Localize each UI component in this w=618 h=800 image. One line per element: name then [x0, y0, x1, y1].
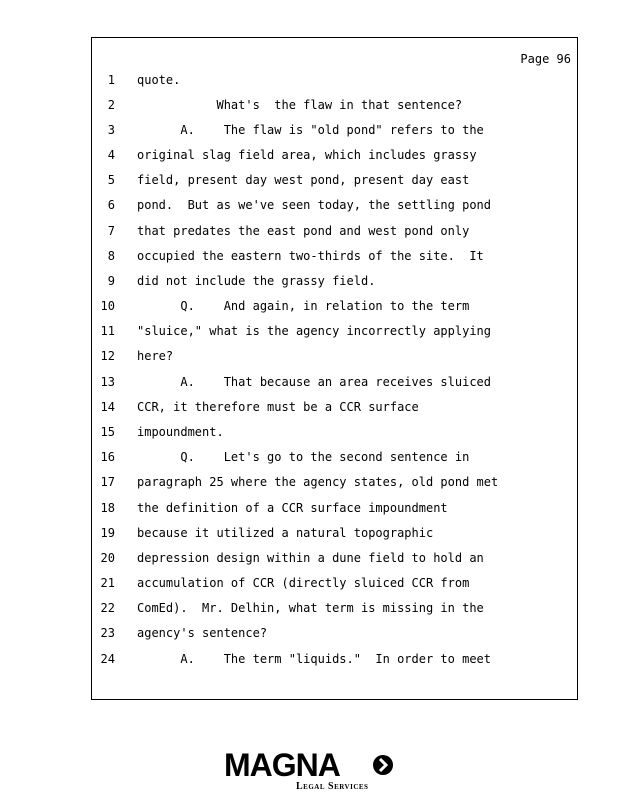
transcript-line — [92, 601, 577, 621]
transcript-line — [92, 123, 577, 143]
line-text: quote. — [137, 73, 181, 87]
transcript-line — [92, 198, 577, 218]
line-text: that predates the east pond and west pond only — [137, 224, 470, 238]
line-text: paragraph 25 where the agency states, old pond met — [137, 475, 499, 489]
line-text: A. The term "liquids." In order to meet — [137, 652, 492, 666]
line-number: 15 — [100, 425, 115, 439]
transcript-line — [92, 98, 577, 118]
line-text: because it utilized a natural topographic — [137, 526, 434, 540]
line-number: 1 — [107, 73, 115, 87]
line-text: accumulation of CCR (directly sluiced CCR from — [137, 576, 470, 590]
line-text: the definition of a CCR surface impoundment — [137, 501, 448, 515]
line-text: did not include the grassy field. — [137, 274, 376, 288]
line-text: agency's sentence? — [137, 626, 268, 640]
line-text: Q. Let's go to the second sentence in — [137, 450, 470, 464]
line-number: 9 — [107, 274, 115, 288]
page-number: Page 96 — [520, 52, 571, 66]
transcript-line — [92, 324, 577, 344]
transcript-line — [92, 73, 577, 93]
line-text: Q. And again, in relation to the term — [137, 299, 470, 313]
line-text: A. That because an area receives sluiced — [137, 375, 492, 389]
line-text: CCR, it therefore must be a CCR surface — [137, 400, 419, 414]
line-number: 6 — [107, 198, 115, 212]
line-text: original slag field area, which includes grassy — [137, 148, 477, 162]
transcript-line — [92, 576, 577, 596]
transcript-line — [92, 526, 577, 546]
line-number: 3 — [107, 123, 115, 137]
line-number: 14 — [100, 400, 115, 414]
line-number: 21 — [100, 576, 115, 590]
line-number: 23 — [100, 626, 115, 640]
transcript-line — [92, 450, 577, 470]
line-text: A. The flaw is "old pond" refers to the — [137, 123, 484, 137]
transcript-line — [92, 274, 577, 294]
line-number: 5 — [107, 173, 115, 187]
line-number: 18 — [100, 501, 115, 515]
line-text: What's the flaw in that sentence? — [137, 98, 463, 112]
transcript-line — [92, 349, 577, 369]
line-text: "sluice," what is the agency incorrectly applying — [137, 324, 492, 338]
transcript-page — [91, 37, 578, 700]
transcript-line — [92, 249, 577, 269]
transcript-line — [92, 224, 577, 244]
line-number: 10 — [100, 299, 115, 313]
transcript-line — [92, 400, 577, 420]
transcript-line — [92, 551, 577, 571]
line-text: field, present day west pond, present day east — [137, 173, 470, 187]
line-number: 11 — [100, 324, 115, 338]
line-number: 19 — [100, 526, 115, 540]
logo-subtitle: Legal Services — [296, 781, 369, 792]
transcript-line — [92, 425, 577, 445]
line-text: depression design within a dune field to hold an — [137, 551, 484, 565]
line-text: here? — [137, 349, 174, 363]
line-number: 13 — [100, 375, 115, 389]
transcript-line — [92, 375, 577, 395]
magna-logo — [224, 748, 396, 794]
transcript-line — [92, 148, 577, 168]
line-number: 12 — [100, 349, 115, 363]
line-number: 24 — [100, 652, 115, 666]
line-text: occupied the eastern two-thirds of the site. It — [137, 249, 484, 263]
line-number: 8 — [107, 249, 115, 263]
line-text: impoundment. — [137, 425, 224, 439]
line-number: 16 — [100, 450, 115, 464]
line-number: 17 — [100, 475, 115, 489]
line-number: 4 — [107, 148, 115, 162]
transcript-line — [92, 501, 577, 521]
line-number: 20 — [100, 551, 115, 565]
transcript-line — [92, 626, 577, 646]
line-number: 7 — [107, 224, 115, 238]
line-number: 22 — [100, 601, 115, 615]
transcript-line — [92, 652, 577, 672]
line-number: 2 — [107, 98, 115, 112]
transcript-line — [92, 475, 577, 495]
transcript-line — [92, 173, 577, 193]
line-text: ComEd). Mr. Delhin, what term is missing in the — [137, 601, 484, 615]
transcript-line — [92, 299, 577, 319]
logo-wordmark: MAGNA — [224, 747, 340, 783]
line-text: pond. But as we've seen today, the settling pond — [137, 198, 492, 212]
chevron-right-circle-icon — [372, 754, 394, 776]
